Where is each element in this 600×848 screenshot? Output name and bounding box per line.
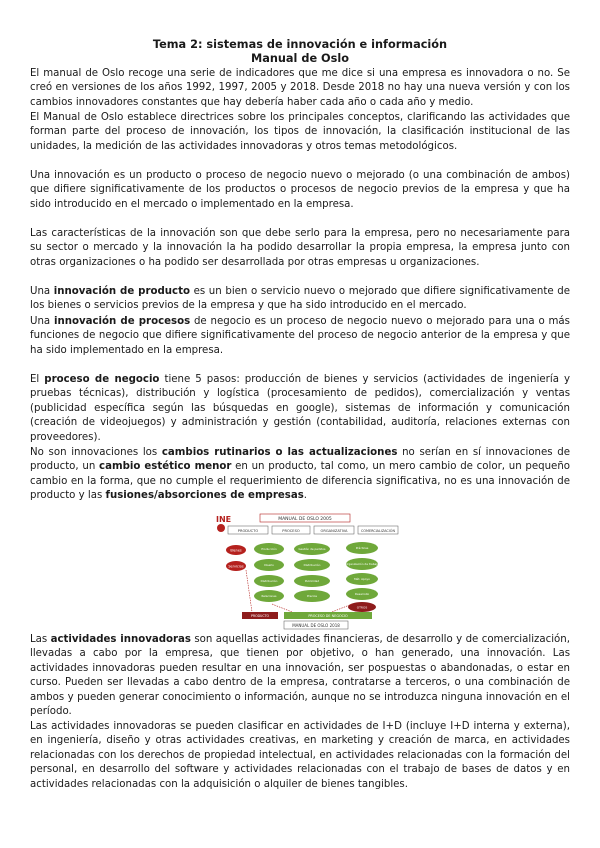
cell-label: Prácticas [355,546,369,551]
page-title: Tema 2: sistemas de innovación e información [152,38,448,51]
paragraph-intro: El manual de Oslo recoge una serie de indicadores que me dice si una empresa es innovadora o no. Se creó en versiones de los años 1992, 1997, 2005 y 2018. Desde 2018 no hay una nueva versión y con los cambios innovadores constantes que hay debería haber cada año o cada año y medio. [30,68,570,108]
bold-term: actividades innovadoras [50,634,191,645]
text-span: es un bien o servicio nuevo o mejorado que difiere significativamente de los bienes o servicios previos de la empresa y que ha sido introducido en el mercado. [30,286,570,312]
cell-label: Precios [307,594,317,599]
text-span: El [30,374,45,385]
text-span: no serían en sí innovaciones de producto, un [30,447,570,473]
oval-label: Bienes [230,548,242,553]
bold-term: innovación de procesos [53,316,191,327]
page-subtitle: Manual de Oslo [250,52,350,65]
oval-label: OTROS [356,605,368,610]
cell-label: Gestión de pedidos [298,547,326,552]
bold-term: cambio estético menor [99,461,232,473]
logo-text: INE [216,515,232,524]
column-header: PRODUCTO [237,529,259,533]
column-header: ORGANIZATIVA [320,529,348,533]
diagram-bottom-label: MANUAL DE OSLO 2018 [292,623,340,628]
text-span: tiene 5 pasos: producción de bienes y servicios (actividades de ingeniería y pruebas técnicas), distribución y logística (procesamiento de pedidos), comercialización y ventas (publicidad específica según las búsquedas en google), sistemas de información y comunicación (creación de videojuegos) y administración y gestión (contabilidad, auditoría, relaciones externas con proveedores). [30,374,570,443]
column-header: PROCESO [282,529,300,533]
cell-label: Diseño [264,563,274,568]
column-header: COMERCIALIZACIÓN [360,529,396,533]
cell-label: Relaciones [261,594,277,599]
text-span: . [303,490,308,502]
bold-term: innovación de producto [53,286,190,297]
cell-label: Mét. Apoyo [354,577,370,582]
text-span: son aquellas actividades financieras, de desarrollo y de comercialización, llevadas a cabo por la empresa, que tienen por objetivo, o han generado, una innovación. Las actividades innovadoras pueden resultar en una innovación, ser pospuestas o abandonadas, o estar en curso. Pueden ser llevadas a cabo dentro de la empresa, contratarse a terceros, o una combinación de ambos y pueden generar conocimiento o información, aunque no se introduzca ninguna innovación en el período. [30,634,570,718]
paragraph-clasificacion-actividades: Las actividades innovadoras se pueden clasificar en actividades de I+D (incluye I+D interna y externa), en ingeniería, diseño y otras actividades creativas, en marketing y creación de marca, en actividades relacionadas con los derechos de propiedad intelectual, en actividades relacionadas con la formación del personal, en desarrollo del software y actividades relacionadas con el trabajo de bases de datos y en actividades relacionadas con la adquisición o alquiler de bienes tangibles. [30,721,570,790]
paragraph-innovacion-producto [30,285,570,314]
paragraph-proceso-negocio [30,373,570,445]
paragraph-no-innovaciones [30,446,570,504]
bold-term: fusiones/absorciones de empresas [105,490,304,502]
cell-label: Desarrollo [354,592,370,597]
cell-label: Distribución [260,579,278,584]
cell-label: Publicidad [304,579,320,584]
text-span: de negocio es un proceso de negocio nuevo o mejorado para una o más funciones de negocio que difiere significativamente del proceso de negocio anterior de la empresa y que ha sido implementado en la empresa. [30,316,570,356]
bold-term: proceso de negocio [44,374,160,385]
bold-term: cambios rutinarios o las actualizaciones [161,447,398,458]
bar-label: PRODUCTO [250,614,270,618]
bar-label: PROCESO DE NEGOCIO [308,614,348,618]
cell-label: Distribución [303,563,321,568]
paragraph-innovacion-procesos [30,315,570,358]
text-span: Una [30,286,54,297]
paragraph-caracteristicas: Las características de la innovación son que debe serlo para la empresa, pero no necesariamente para su sector o mercado y la innovación la ha podido desarrollar la propia empresa, la empresa junto con otras organizaciones o ha podido ser desarrollada por otras empresas u organizaciones. [30,228,570,268]
diagram-top-label: MANUAL DE OSLO 2005 [278,517,332,522]
text-span: en un producto, tal como, un mero cambio de color, un pequeño cambio en la forma, que no cumple el requerimiento de diferencia significativa, no es una innovación de producto y las [30,461,571,502]
text-span: No son innovaciones los [30,447,162,458]
cell-label: Organización de trabajo [345,562,379,567]
oslo-manual-diagram [212,512,400,630]
paragraph-directrices: El Manual de Oslo establece directrices sobre los principales conceptos, clarificando las actividades que forman parte del proceso de innovación, los tipos de innovación, la clasificación institucional de las unidades, la medición de las actividades innovadoras y otros temas metodológicos. [30,112,570,152]
cell-label: Producción [261,547,277,552]
text-span: Una [30,316,54,327]
paragraph-definicion-innovacion: Una innovación es un producto o proceso de negocio nuevo o mejorado (o una combinación de ambos) que difiere significativamente de los productos o procesos de negocio previos de la empresa y que ha sido introducido en el mercado o implementado en la empresa. [30,170,570,210]
paragraph-actividades-innovadoras [30,633,570,719]
text-span: Las [30,634,51,645]
oval-label: Servicios [228,564,244,569]
